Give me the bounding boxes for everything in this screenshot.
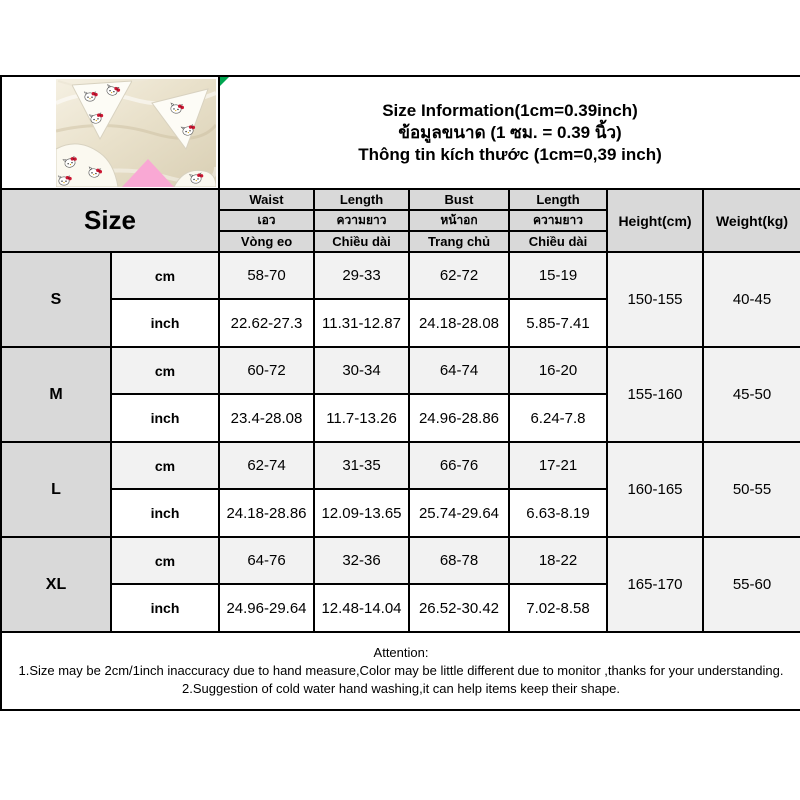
title-vietnamese: Thông tin kích thước (1cm=0,39 inch) (358, 144, 662, 164)
title-thai: ข้อมูลขนาด (1 ซม. = 0.39 นิ้ว) (398, 122, 622, 142)
col-header-length1-en: Length (314, 189, 409, 210)
size-header: Size (1, 189, 219, 252)
m-waist-cm: 60-72 (219, 347, 314, 394)
attention-line-1: 1.Size may be 2cm/1inch inaccuracy due to hand measure,Color may be little different due to monitor ,thanks for your understanding. (18, 663, 784, 678)
size-chart-table (0, 75, 800, 711)
l-bust-cm: 66-76 (409, 442, 509, 489)
unit-label-cm: cm (111, 442, 219, 489)
col-header-bust-th: หน้าอก (409, 210, 509, 231)
green-corner-marker-icon (220, 77, 229, 86)
size-row-s-label: S (1, 252, 111, 347)
col-header-waist-th: เอว (219, 210, 314, 231)
col-header-length2-vi: Chiều dài (509, 231, 607, 252)
l-length2-cm: 17-21 (509, 442, 607, 489)
attention-line-2: 2.Suggestion of cold water hand washing,it can help items keep their shape. (182, 681, 620, 696)
xl-bust-cm: 68-78 (409, 537, 509, 584)
s-length1-cm: 29-33 (314, 252, 409, 299)
unit-label-inch: inch (111, 299, 219, 347)
xl-weight: 55-60 (703, 537, 800, 632)
size-row-m-label: M (1, 347, 111, 442)
s-waist-inch: 22.62-27.3 (219, 299, 314, 347)
title-english: Size Information(1cm=0.39inch) (382, 100, 638, 120)
xl-bust-inch: 26.52-30.42 (409, 584, 509, 632)
s-length1-inch: 11.31-12.87 (314, 299, 409, 347)
unit-label-inch: inch (111, 489, 219, 537)
size-row-l-label: L (1, 442, 111, 537)
m-waist-inch: 23.4-28.08 (219, 394, 314, 442)
unit-label-inch: inch (111, 394, 219, 442)
l-bust-inch: 25.74-29.64 (409, 489, 509, 537)
s-bust-inch: 24.18-28.08 (409, 299, 509, 347)
size-row-xl-label: XL (1, 537, 111, 632)
m-length1-inch: 11.7-13.26 (314, 394, 409, 442)
s-waist-cm: 58-70 (219, 252, 314, 299)
m-height: 155-160 (607, 347, 703, 442)
attention-heading: Attention: (373, 645, 429, 660)
title-cell (219, 76, 800, 189)
l-waist-cm: 62-74 (219, 442, 314, 489)
xl-length1-inch: 12.48-14.04 (314, 584, 409, 632)
col-header-length2-en: Length (509, 189, 607, 210)
xl-length2-cm: 18-22 (509, 537, 607, 584)
m-bust-cm: 64-74 (409, 347, 509, 394)
s-weight: 40-45 (703, 252, 800, 347)
col-header-bust-en: Bust (409, 189, 509, 210)
xl-length1-cm: 32-36 (314, 537, 409, 584)
m-length2-inch: 6.24-7.8 (509, 394, 607, 442)
hello-kitty-photo-illustration (56, 79, 216, 187)
xl-length2-inch: 7.02-8.58 (509, 584, 607, 632)
m-length1-cm: 30-34 (314, 347, 409, 394)
unit-label-cm: cm (111, 537, 219, 584)
col-header-length1-vi: Chiều dài (314, 231, 409, 252)
product-photo (2, 77, 218, 188)
l-length2-inch: 6.63-8.19 (509, 489, 607, 537)
l-length1-inch: 12.09-13.65 (314, 489, 409, 537)
xl-waist-inch: 24.96-29.64 (219, 584, 314, 632)
m-weight: 45-50 (703, 347, 800, 442)
col-header-bust-vi: Trang chủ (409, 231, 509, 252)
l-length1-cm: 31-35 (314, 442, 409, 489)
unit-label-inch: inch (111, 584, 219, 632)
l-waist-inch: 24.18-28.86 (219, 489, 314, 537)
s-bust-cm: 62-72 (409, 252, 509, 299)
l-height: 160-165 (607, 442, 703, 537)
s-length2-cm: 15-19 (509, 252, 607, 299)
weight-header: Weight(kg) (703, 189, 800, 252)
col-header-length2-th: ความยาว (509, 210, 607, 231)
xl-waist-cm: 64-76 (219, 537, 314, 584)
product-photo-cell (1, 76, 219, 189)
col-header-length1-th: ความยาว (314, 210, 409, 231)
m-length2-cm: 16-20 (509, 347, 607, 394)
l-weight: 50-55 (703, 442, 800, 537)
xl-height: 165-170 (607, 537, 703, 632)
height-header: Height(cm) (607, 189, 703, 252)
col-header-waist-en: Waist (219, 189, 314, 210)
m-bust-inch: 24.96-28.86 (409, 394, 509, 442)
unit-label-cm: cm (111, 347, 219, 394)
s-height: 150-155 (607, 252, 703, 347)
col-header-waist-vi: Vòng eo (219, 231, 314, 252)
attention-note (1, 632, 800, 710)
s-length2-inch: 5.85-7.41 (509, 299, 607, 347)
unit-label-cm: cm (111, 252, 219, 299)
